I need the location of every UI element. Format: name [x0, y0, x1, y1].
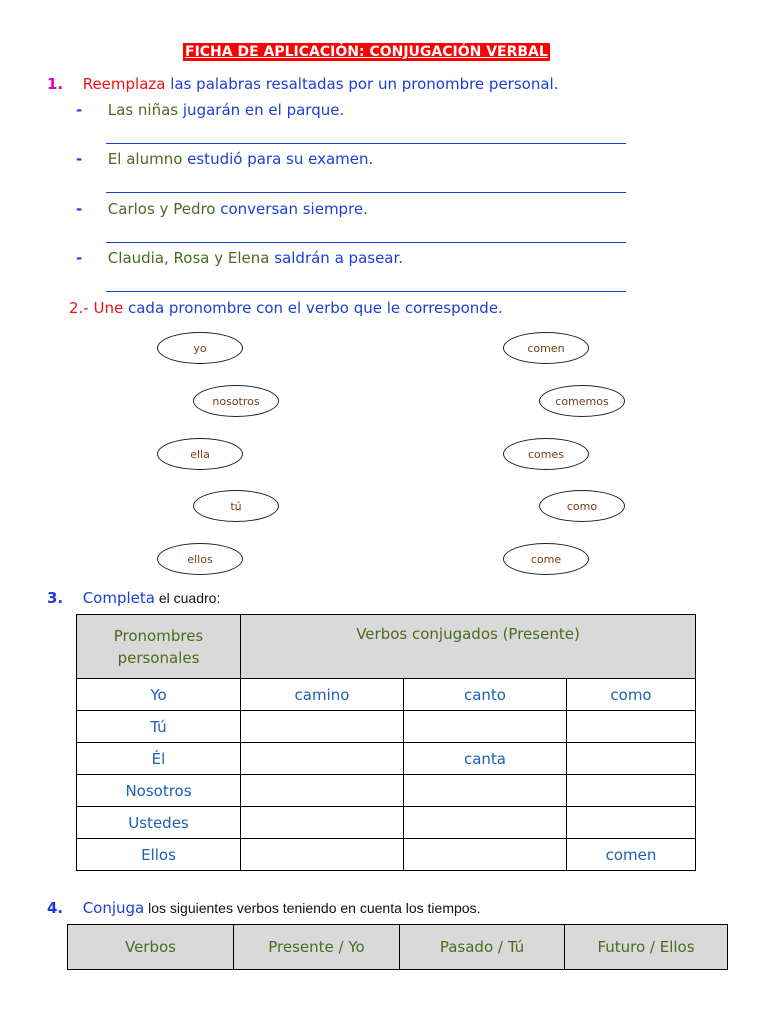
pronoun-oval[interactable]: [157, 543, 243, 575]
q1-item-subject: Claudia, Rosa y Elena: [107, 249, 270, 267]
table-row: [77, 807, 696, 839]
q1-item-predicate: conversan siempre.: [215, 200, 368, 218]
answer-line-2[interactable]: [106, 192, 626, 193]
verb-cell[interactable]: [404, 839, 567, 871]
q1-item-1: [76, 100, 344, 120]
question-3-text: el cuadro:: [154, 590, 221, 606]
question-3-verb: Completa: [82, 589, 155, 607]
q1-item-3: [76, 199, 368, 219]
table-row: [77, 775, 696, 807]
question-3: [47, 588, 220, 608]
answer-line-3[interactable]: [106, 242, 626, 243]
question-4-number: 4.: [47, 899, 64, 917]
verb-cell[interactable]: [241, 743, 404, 775]
pronoun-oval[interactable]: [157, 332, 243, 364]
pronoun-oval-label: ella: [190, 447, 210, 461]
q1-item-2: [76, 149, 373, 169]
header-presente: Presente / Yo: [234, 925, 400, 970]
verb-oval-label: comen: [527, 341, 565, 355]
worksheet-title: FICHA DE APLICACIÓN: CONJUGACIÓN VERBAL: [185, 44, 548, 60]
verb-cell[interactable]: [241, 711, 404, 743]
header-verbos: Verbos: [68, 925, 234, 970]
verb-oval-label: como: [566, 499, 598, 513]
verb-oval-label: comes: [528, 447, 564, 461]
question-1: [47, 74, 558, 94]
header-verbs: Verbos conjugados (Presente): [241, 615, 696, 679]
tenses-table: [67, 924, 728, 970]
pronoun-oval[interactable]: [193, 490, 279, 522]
pronoun-cell: Ustedes: [77, 807, 241, 839]
verb-cell[interactable]: [567, 807, 696, 839]
pronoun-cell: Ellos: [77, 839, 241, 871]
verb-cell[interactable]: [567, 775, 696, 807]
verb-cell[interactable]: [404, 775, 567, 807]
verb-cell[interactable]: [241, 807, 404, 839]
table-row: [77, 711, 696, 743]
table-row: [77, 679, 696, 711]
tenses-header-row: [68, 925, 728, 970]
question-1-verb: Reemplaza: [82, 75, 166, 93]
q1-item-predicate: estudió para su examen.: [182, 150, 374, 168]
pronoun-oval[interactable]: [193, 385, 279, 417]
answer-line-1[interactable]: [106, 143, 626, 144]
pronoun-cell: Él: [77, 743, 241, 775]
q1-item-predicate: jugarán en el parque.: [178, 101, 345, 119]
header-pasado: Pasado / Tú: [400, 925, 565, 970]
question-1-number: 1.: [47, 75, 64, 93]
verb-cell[interactable]: canto: [404, 679, 567, 711]
answer-line-4[interactable]: [106, 291, 626, 292]
pronoun-oval-label: ellos: [187, 552, 213, 566]
conjugation-table: [76, 614, 696, 871]
pronoun-oval[interactable]: [157, 438, 243, 470]
verb-cell[interactable]: [241, 839, 404, 871]
q1-item-predicate: saldrán a pasear.: [269, 249, 404, 267]
question-4-text: los siguientes verbos teniendo en cuenta los tiempos.: [144, 900, 481, 916]
q1-item-dash: -: [76, 249, 83, 267]
header-futuro: Futuro / Ellos: [565, 925, 728, 970]
pronoun-oval-label: nosotros: [212, 394, 260, 408]
pronoun-cell: Yo: [77, 679, 241, 711]
q1-item-4: [76, 248, 403, 268]
pronoun-oval-label: yo: [193, 341, 207, 355]
q1-item-dash: -: [76, 101, 83, 119]
question-2: [69, 298, 503, 318]
verb-cell[interactable]: canta: [404, 743, 567, 775]
verb-oval-label: comemos: [555, 394, 609, 408]
verb-cell[interactable]: [404, 711, 567, 743]
header-pronouns: Pronombres personales: [77, 615, 241, 679]
question-1-text: las palabras resaltadas por un pronombre personal.: [165, 75, 559, 93]
question-4-verb: Conjuga: [82, 899, 145, 917]
verb-cell[interactable]: [404, 807, 567, 839]
question-2-number: 2.-: [69, 299, 89, 317]
pronoun-cell: Nosotros: [77, 775, 241, 807]
verb-cell[interactable]: [567, 711, 696, 743]
q1-item-dash: -: [76, 150, 83, 168]
verb-oval[interactable]: [539, 490, 625, 522]
q1-item-dash: -: [76, 200, 83, 218]
table-header-row: [77, 615, 696, 679]
q1-item-subject: El alumno: [107, 150, 183, 168]
verb-oval[interactable]: [539, 385, 625, 417]
verb-oval[interactable]: [503, 332, 589, 364]
verb-cell[interactable]: camino: [241, 679, 404, 711]
pronoun-cell: Tú: [77, 711, 241, 743]
question-4: [47, 898, 480, 918]
verb-cell[interactable]: como: [567, 679, 696, 711]
question-2-verb: Une: [88, 299, 124, 317]
pronoun-oval-label: tú: [230, 499, 242, 513]
verb-cell[interactable]: [567, 743, 696, 775]
table-row: [77, 839, 696, 871]
verb-cell[interactable]: comen: [567, 839, 696, 871]
question-2-text: cada pronombre con el verbo que le corresponde.: [123, 299, 503, 317]
verb-oval-label: come: [530, 552, 562, 566]
question-3-number: 3.: [47, 589, 64, 607]
verb-cell[interactable]: [241, 775, 404, 807]
table-row: [77, 743, 696, 775]
verb-oval[interactable]: [503, 438, 589, 470]
verb-oval[interactable]: [503, 543, 589, 575]
q1-item-subject: Las niñas: [107, 101, 179, 119]
q1-item-subject: Carlos y Pedro: [107, 200, 216, 218]
